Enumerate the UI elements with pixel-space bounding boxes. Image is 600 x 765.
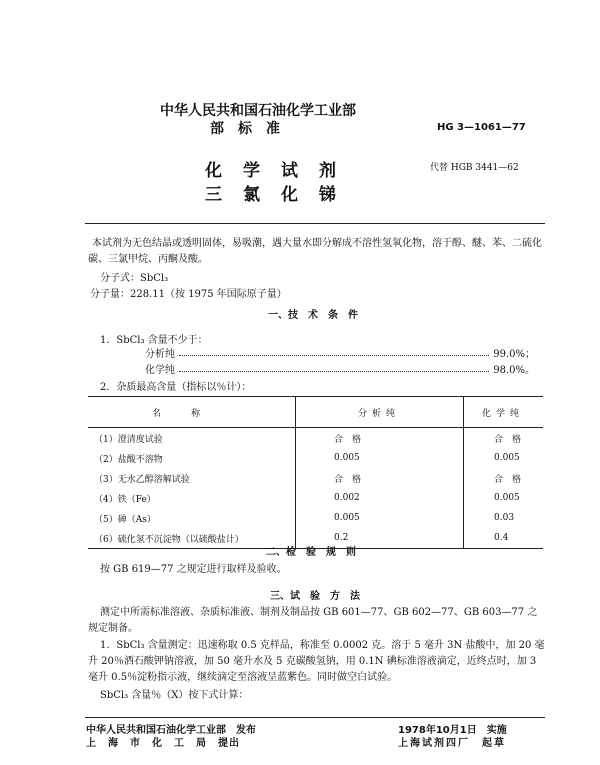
row-name: （1）澄清度试验: [88, 428, 296, 449]
header-divider: [85, 223, 545, 224]
grade-row-ar: [145, 345, 535, 360]
leader-dots: [179, 365, 489, 372]
row-name: （6）硫化氢不沉淀物（以硫酸盐计）: [88, 528, 296, 549]
table-row: [88, 488, 543, 508]
standard-code: HG 3—1061—77: [437, 122, 526, 133]
category-title: 化 学 试 剂: [205, 161, 338, 181]
row-cp: 0.005: [494, 453, 520, 463]
content-requirement: 1．SbCl₃ 含量不少于：: [100, 335, 208, 346]
section-method-title: 三、试 验 方 法: [270, 591, 360, 602]
table-row: [88, 468, 543, 488]
row-cp: 0.4: [464, 528, 544, 549]
proposer-line: 上 海 市 化 工 局 提出: [86, 738, 240, 749]
grade-row-cp: [145, 361, 535, 376]
row-ar: 0.2: [296, 528, 464, 549]
standard-type: 部 标 准: [210, 121, 280, 137]
header-cp: 化学纯: [464, 397, 544, 428]
publisher-line: 中华人民共和国石油化学工业部 发布: [86, 725, 256, 736]
grade-value: 99.0%；: [493, 349, 535, 360]
row-ar: 0.002: [296, 488, 464, 508]
section-technical-title: 一、技 术 条 件: [268, 310, 358, 321]
row-ar: 0.005: [296, 508, 464, 528]
row-cp: 合 格: [494, 434, 522, 445]
method-intro: 测定中所需标准溶液、杂质标准液、制剂及制品按 GB 601—77、GB 602—77、GB 603—77 之规定制备。: [88, 607, 538, 634]
effective-date: 1978年10月1日 实施: [398, 725, 507, 736]
table-row: [88, 448, 543, 468]
row-ar: 合 格: [296, 428, 464, 449]
grade-value: 98.0%。: [493, 365, 535, 376]
leader-dots: [179, 349, 489, 356]
row-name: （4）铁（Fe）: [88, 488, 296, 508]
inspection-text: 按 GB 619—77 之规定进行取样及验收。: [100, 564, 287, 575]
section-inspection-title: 二、检 验 规 则: [266, 547, 356, 558]
row-cp: 合 格: [494, 474, 522, 485]
row-cp: 0.005: [494, 493, 520, 503]
header-name: 名称: [88, 397, 296, 428]
row-cp: 0.03: [494, 513, 515, 523]
footer-divider: [85, 717, 545, 718]
row-name: （3）无水乙醇溶解试验: [88, 468, 296, 488]
assay-method: 1．SbCl₃ 含量测定：迅速称取 0.5 克样品，称准至 0.0002 克。溶于 5 毫升 3N 盐酸中，加 20 毫升 20％酒石酸钾钠溶液，加 50 毫升水及 5 克碳酸氢钠，用 0.1N 碘标准溶液滴定，近终点时，加 3 毫升 0.5％淀粉指示液，继续滴定至溶液呈蓝紫色。同时做空白试验。: [88, 640, 545, 683]
formula-line: SbCl₃ 含量％（X）按下式计算：: [100, 690, 249, 701]
impurity-heading: 2．杂质最高含量（指标以％计）：: [100, 382, 252, 393]
row-name: （5）砷（As）: [88, 508, 296, 528]
row-name: （2）盐酸不溶物: [88, 448, 296, 468]
grade-label: 化学纯: [145, 365, 175, 376]
table-row: [88, 508, 543, 528]
drafter-line: 上海试剂四厂 起草: [398, 738, 506, 749]
grade-label: 分析纯: [145, 349, 175, 360]
molecular-formula: 分子式：SbCl₃: [100, 273, 169, 284]
ministry-title: 中华人民共和国石油化学工业部: [160, 103, 356, 119]
product-title: 三 氯 化 锑: [205, 185, 338, 205]
impurity-table: [88, 396, 543, 549]
table-row: [88, 428, 543, 449]
molecular-weight: 分子量：228.11（按 1975 年国际原子量）: [90, 289, 287, 300]
header-ar: 分析纯: [296, 397, 464, 428]
row-ar: 合 格: [296, 468, 464, 488]
table-header-row: [88, 397, 543, 428]
replaces-code: 代替 HGB 3441—62: [430, 163, 519, 173]
row-ar: 0.005: [296, 448, 464, 468]
description-paragraph: 本试剂为无色结晶或透明固体，易吸潮，遇大量水即分解成不溶性氢氧化物，溶于醇、醚、苯、二硫化碳、三氯甲烷、丙酮及酸。: [88, 238, 542, 265]
